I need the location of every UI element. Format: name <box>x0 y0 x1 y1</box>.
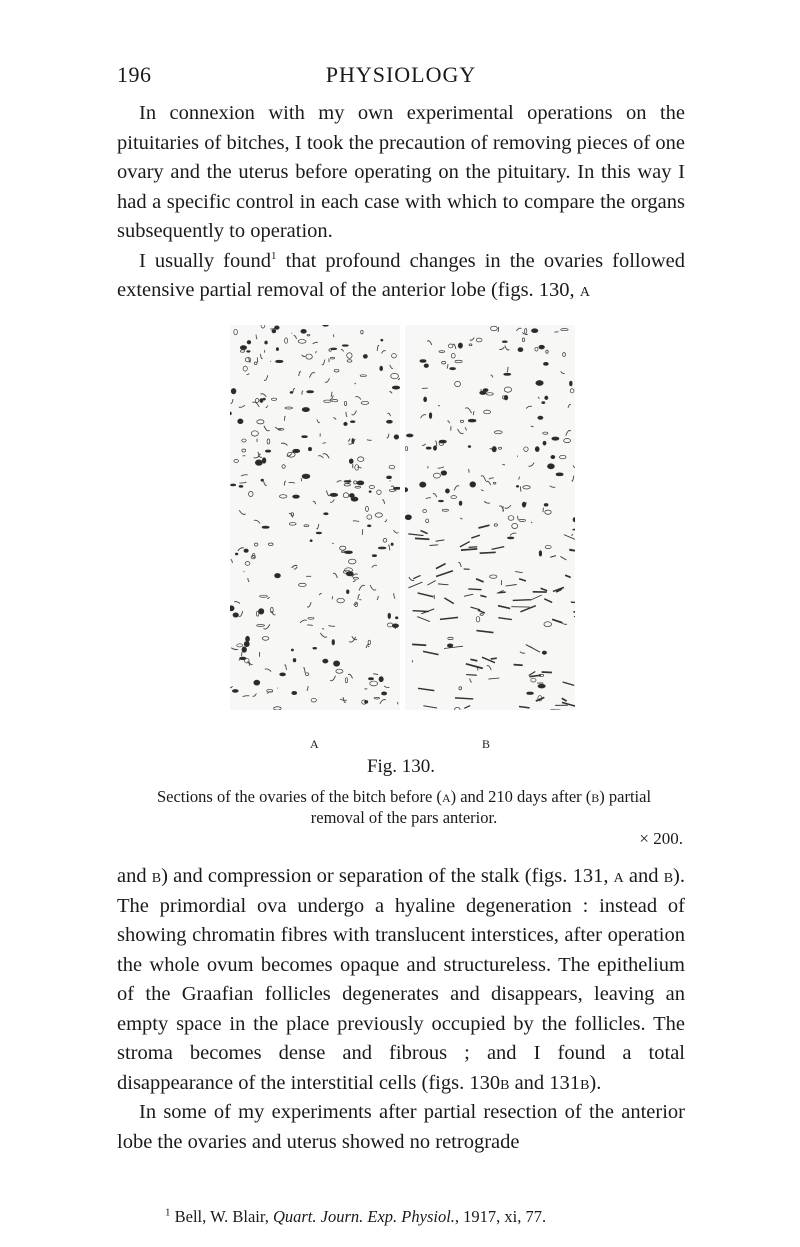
paragraph-3-ref-131b: b <box>580 1071 590 1094</box>
caption-ref-a: a <box>441 787 451 806</box>
panel-label-b: B <box>482 737 492 751</box>
paragraph-2-end: that profound changes in the ovaries followed extensive partial removal of the anterior lobe (figs. 130, <box>117 249 685 301</box>
fig-ref-a: a <box>579 279 590 301</box>
figure-title-text: Fig. 130. <box>366 756 436 777</box>
paragraph-3-and: and <box>623 865 664 887</box>
caption-ref-b: b <box>591 787 600 806</box>
magnification: × 200. <box>639 829 683 848</box>
micrograph-panel-b <box>405 325 575 710</box>
caption-part-1: Sections of the ovaries of the bitch before ( <box>156 787 442 806</box>
page-number: 196 <box>117 62 152 87</box>
paragraph-4: In some of my experiments after partial resection of the anterior lobe the ovaries and uterus showed no retrograde <box>117 1101 685 1153</box>
panel-label-a: A <box>310 737 320 751</box>
footnote-journal: Quart. Journ. Exp. Physiol. <box>272 1207 455 1226</box>
caption-part-3: ) partial removal of the pars anterior. <box>310 787 652 827</box>
paragraph-3-mid: ) and compression or separation of the stalk (figs. 131, <box>161 865 614 887</box>
footnote-mark: 1 <box>271 249 277 262</box>
figure-title <box>117 756 685 778</box>
paragraph-3-end: ). <box>589 1071 602 1094</box>
paragraph-3-ref-a: a <box>613 865 624 887</box>
paragraph-3-ref-b: b <box>151 865 162 887</box>
paragraph-2-start <box>117 250 685 302</box>
figure-caption <box>150 786 658 828</box>
paragraph-2-text: I usually found <box>139 249 272 272</box>
caption-part-2: ) and 210 days after ( <box>450 787 592 806</box>
paragraph-3-and2: and 131 <box>509 1071 581 1094</box>
paragraph-3-ref-b2: b <box>663 865 674 887</box>
paragraph-1 <box>117 99 685 306</box>
figure-130 <box>230 325 575 710</box>
footnote <box>165 1207 705 1227</box>
paragraph-1-text: In connexion with my own experimental operations on the pituitaries of bitches, I took the precaution of removing pieces of one ovary and the uterus before operating on the pituitary. In this way I had a specific control in each case with which to compare the organs subsequently to operation. <box>117 102 685 242</box>
running-header <box>117 62 685 92</box>
micrograph-panel-a <box>230 325 400 710</box>
paragraph-3-a: and <box>117 865 152 887</box>
footnote-number: 1 <box>165 1206 171 1219</box>
paragraph-3 <box>117 862 685 1157</box>
footnote-rest: , 1917, xi, 77. <box>454 1207 547 1226</box>
paragraph-3-ref-130b: b <box>500 1071 510 1094</box>
paragraph-3-rest: ). The primordial ova undergo a hyaline degeneration : instead of showing chromatin fibres with translucent interstices, after operation the whole ovum becomes opaque and structureless. The epithelium of the Graafian follicles degenerates and disappears, leaving an empty space in the place previously occupied by the follicles. The stroma becomes dense and fibrous ; and I found a total disappearance of the interstitial cells (figs. 130 <box>117 865 685 1094</box>
footnote-author: Bell, W. Blair, <box>174 1207 273 1226</box>
running-title: PHYSIOLOGY <box>325 62 477 87</box>
